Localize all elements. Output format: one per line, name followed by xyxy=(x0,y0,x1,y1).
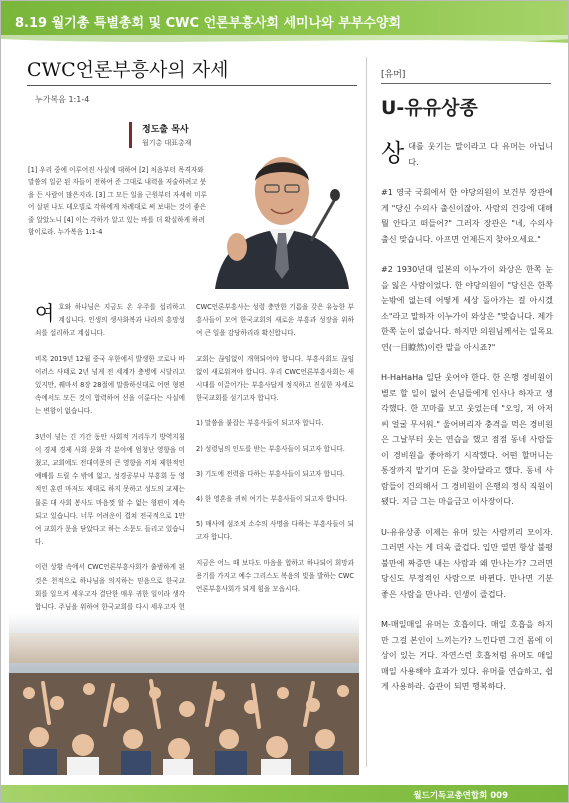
article-paragraph: 여호와 하나님은 지금도 온 우주를 섭리하고 계십니다. 인생의 생사화복과 나라의 흥망성쇠를 섭리하고 계십니다. xyxy=(35,301,185,338)
author-portrait xyxy=(207,129,357,289)
sidebar-paragraph: #2 1930년대 일본의 이누가이 와상은 한쪽 눈을 잃은 사람이었다. 한 야당의원이 "당신은 한쪽 눈밖에 없는데 어떻게 세상 돌아가는 걸 아시겠소"라고 말하자 이누가이 와상은 "맞습니다. 제가 한쪽 눈이 없습니다. 하지만 의원님께서는 일목요연(一目瞭然)이란 말을 아시죠?" xyxy=(381,264,553,352)
drop-cap: 상 xyxy=(381,139,405,167)
list-item: 3) 기도에 전력을 다하는 부흥사들이 되고자 합니다. xyxy=(196,469,345,478)
author-name: 정도출 목사 xyxy=(142,125,189,135)
sidebar-paragraph: #1 영국 국회에서 한 야당의원이 보건부 장관에게 "당신 수의사 출신이잖아. 사람의 건강에 대해 뭘 안다고 떠들어?" 그러자 장관은 "네, 수의사 출신 맞습니다. 아프면 언제든지 찾아오세요." xyxy=(381,187,553,244)
article-verse: 누가복음 1:1-4 xyxy=(35,95,90,104)
article-paragraph: 지금은 어느 때 보다도 마음을 합하고 하나되어 희망과 용기를 가지고 예수 그리스도 복음의 빛을 발하는 CWC언론부흥사회가 되게 힘을 모읍시다. xyxy=(196,558,354,594)
author-role: 월기총 대표총재 xyxy=(142,139,192,147)
sidebar-tag: [유머] xyxy=(381,70,406,80)
article-column-middle xyxy=(196,301,354,608)
column-divider xyxy=(366,57,367,767)
sidebar-paragraph: H-HaHaHa 일단 웃어야 한다. 한 은행 경비원이 별로 할 일이 없어 손님들에게 인사나 하자고 생각했다. 한 꼬마를 보고 웃었는데 "오잉, 저 아저씨 얼굴 무서워." 울어버리자 충격을 먹은 경비원은 그날부터 웃는 연습을 했고 점점 동네 사람들이 경비원을 좋아하기 시작했다. 어떤 할머니는 통장까지 맡기며 돈을 찾아달라고 했다. 동네 사람들이 건의해서 그 경비원이 은행의 정식 직원이 됐다. 지금 그는 마을금고 이사장이다. xyxy=(381,372,553,506)
scripture-intro: [1] 우리 중에 이루어진 사실에 대하여 [2] 처음부터 목격자와 말씀의 일꾼 된 자들이 전하여 준 그대로 내력을 저술하려고 붓을 든 사람이 많은지라. [3] 그 모든 일을 근원부터 자세히 미루어 살핀 나도 데오빌로 각하에게 차례대로 써 보내는 것이 좋은 줄 알았노니 [4] 이는 각하가 알고 있는 바를 더 확실하게 하려 함이로라. 누가복음 1:1-4 xyxy=(28,166,207,237)
article-title: CWC언론부흥사의 자세 xyxy=(27,59,229,81)
sidebar-paragraph: 상대를 웃기는 말이라고 다 유머는 아닙니다. xyxy=(381,139,553,167)
header-banner xyxy=(1,1,569,43)
footer-banner xyxy=(1,785,569,803)
article-paragraph: 비록 2019년 12월 중국 우한에서 발생한 코로나 바이러스 사태로 2년 넘게 전 세계가 충병에 시달리고 있지만, 꿰마서 8장 28절에 말씀하신대로 어떤 형편 속에서도 모든 것이 합력하여 선을 이룬다는 사실에는 변함이 없습니다. xyxy=(35,354,185,416)
sidebar-divider xyxy=(381,83,551,84)
list-item: 4) 한 영혼을 귀히 여기는 부흥사들이 되고자 합니다. xyxy=(196,495,347,504)
sidebar-paragraph: U-유유상종 이제는 유머 있는 사람끼리 모이자. 그러면 사는 게 더욱 즐겁다. 입만 열면 항상 불평 불만에 짜증만 내는 사람과 왜 만나는가? 그러면 당신도 부정적인 사람으로 바뀐다. 만나면 기분 좋은 사람을 만나라. 인생이 즐겁다. xyxy=(381,526,553,599)
sidebar-column xyxy=(381,139,553,710)
title-divider xyxy=(27,85,357,86)
list-item: 5) 매사에 섬조치 소수의 사명을 다하는 부흥사들이 되고자 합니다. xyxy=(196,520,354,542)
drop-cap: 여 xyxy=(35,301,55,325)
article-paragraph: CWC언론부흥사는 성령 충만한 기름을 갖은 유능한 부흥사들이 모여 한국교회의 새로운 부흥과 성장을 위하여 큰 일을 감당하리라 확신합니다. xyxy=(196,303,354,338)
list-item: 1) 말씀을 붙잡는 부흥사들이 되고자 합니다. xyxy=(196,419,324,428)
article-column-left xyxy=(35,301,185,653)
article-paragraph: 3년이 넘는 긴 기간 동안 사회적 거리두기 방역지침이 경제 경제 사회 문화 각 분야에 엄청난 영향을 미쳤고, 교회에도 전대미문의 큰 영향을 끼쳐 제한적인 예배를 드릴 수 밖에 없고, 성경공부나 부흥회 등 영적인 훈련 마저도 제대로 하지 못하고 성도의 교제는 물론 대 사회 봉사도 마음껏 할 수 없는 형편이 계속되고 있습니다. 너무 어려운이 겹쳐 전국적으로 1만 여 교회가 문을 닫았다고 하는 소문도 들리고 있습니다. xyxy=(35,432,185,547)
author-byline xyxy=(129,122,192,148)
header-title: 8.19 월기총 특별총회 및 CWC 언론부흥사회 세미나와 부부수양회 xyxy=(15,16,402,31)
sidebar-paragraph: M-매일매일 유머는 호흡이다. 매일 호흡을 하지만 그걸 본인이 느끼는가? 느낀다면 그건 몸에 이상이 있는 거다. 자연스런 호흡처럼 유머도 매일매일 사용해야 효과가 있다. 유머를 연습하고, 쉽게 사용하라. 습관이 되면 행복하다. xyxy=(381,619,553,691)
article-paragraph: 교회는 끊임없이 개혁되어야 합니다. 부흥사회도 끊임없이 새로워져야 합니다. 우리 CWC언론부흥사회는 새시대를 이끌어가는 부흥사답게 정직하고 진실한 자세로 한국교회를 섬기고자 합니다. xyxy=(196,354,354,403)
sidebar-title: U-유유상종 xyxy=(381,97,478,119)
worship-crowd-photo xyxy=(9,613,359,775)
header-wave-decoration xyxy=(1,35,569,47)
list-item: 2) 성령님의 인도를 받는 부흥사들이 되고자 합니다. xyxy=(196,444,345,453)
article-paragraph: 이런 상황 속에서 CWC언론부흥사회가 출범하게 된 것은 천적으로 하나님을 의지하는 믿음으로 한국교회를 일으켜 세우고자 결단한 매우 귀한 일이라 생각합니다. 주님을 위하여 한국교회를 다시 세우고자 헌 xyxy=(35,563,185,612)
footer-text: 월드기독교총연합회 009 xyxy=(413,791,508,801)
